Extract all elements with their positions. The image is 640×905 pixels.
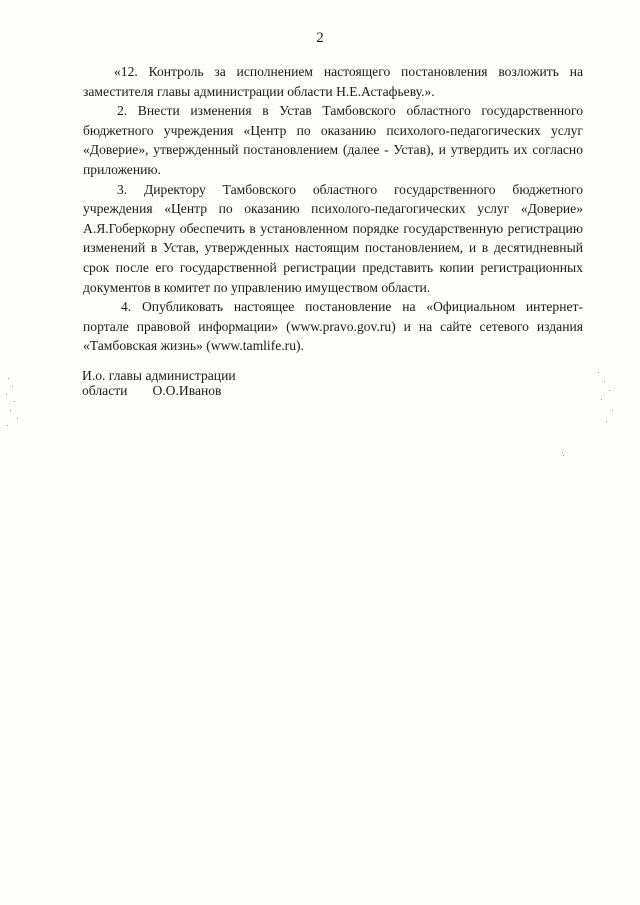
paragraph-publication: 4. Опубликовать настоящее постановление на «Официальном интернет-портале правовой информации» (www.pravo.gov.ru) и на сайте сетевого издания «Тамбовская жизнь» (www.tamlife.ru). <box>83 299 583 354</box>
paragraph-control-clause: «12. Контроль за исполнением настоящего постановления возложить на заместителя главы администрации области Н.Е.Астафьеву.». <box>83 64 583 99</box>
paragraph-charter-amendments: 2. Внести изменения в Устав Тамбовского областного государственного бюджетного учреждения «Центр по оказанию психолого-педагогических услуг «Доверие», утвержденный постановлением (далее - Устав), и утвердить их согласно приложению. <box>83 103 583 177</box>
paragraph-director-registration: 3. Директору Тамбовского областного государственного бюджетного учреждения «Центр по оказанию психолого-педагогических услуг «Доверие» А.Я.Гоберкорну обеспечить в установленном порядке государственную регистрацию изменений в Устав, утвержденных настоящим постановлением, и в десятидневный срок после его государственной регистрации представить копии регистрационных документов в комитет по управлению имуществом области. <box>83 181 583 295</box>
signatory-name: О.О.Иванов <box>152 383 222 398</box>
document-body <box>83 62 583 356</box>
signature-block <box>82 368 236 398</box>
signatory-title: И.о. главы администрации <box>82 368 236 383</box>
signatory-region: области <box>82 383 128 398</box>
page-number: 2 <box>316 30 324 46</box>
signatory-line <box>82 383 236 398</box>
